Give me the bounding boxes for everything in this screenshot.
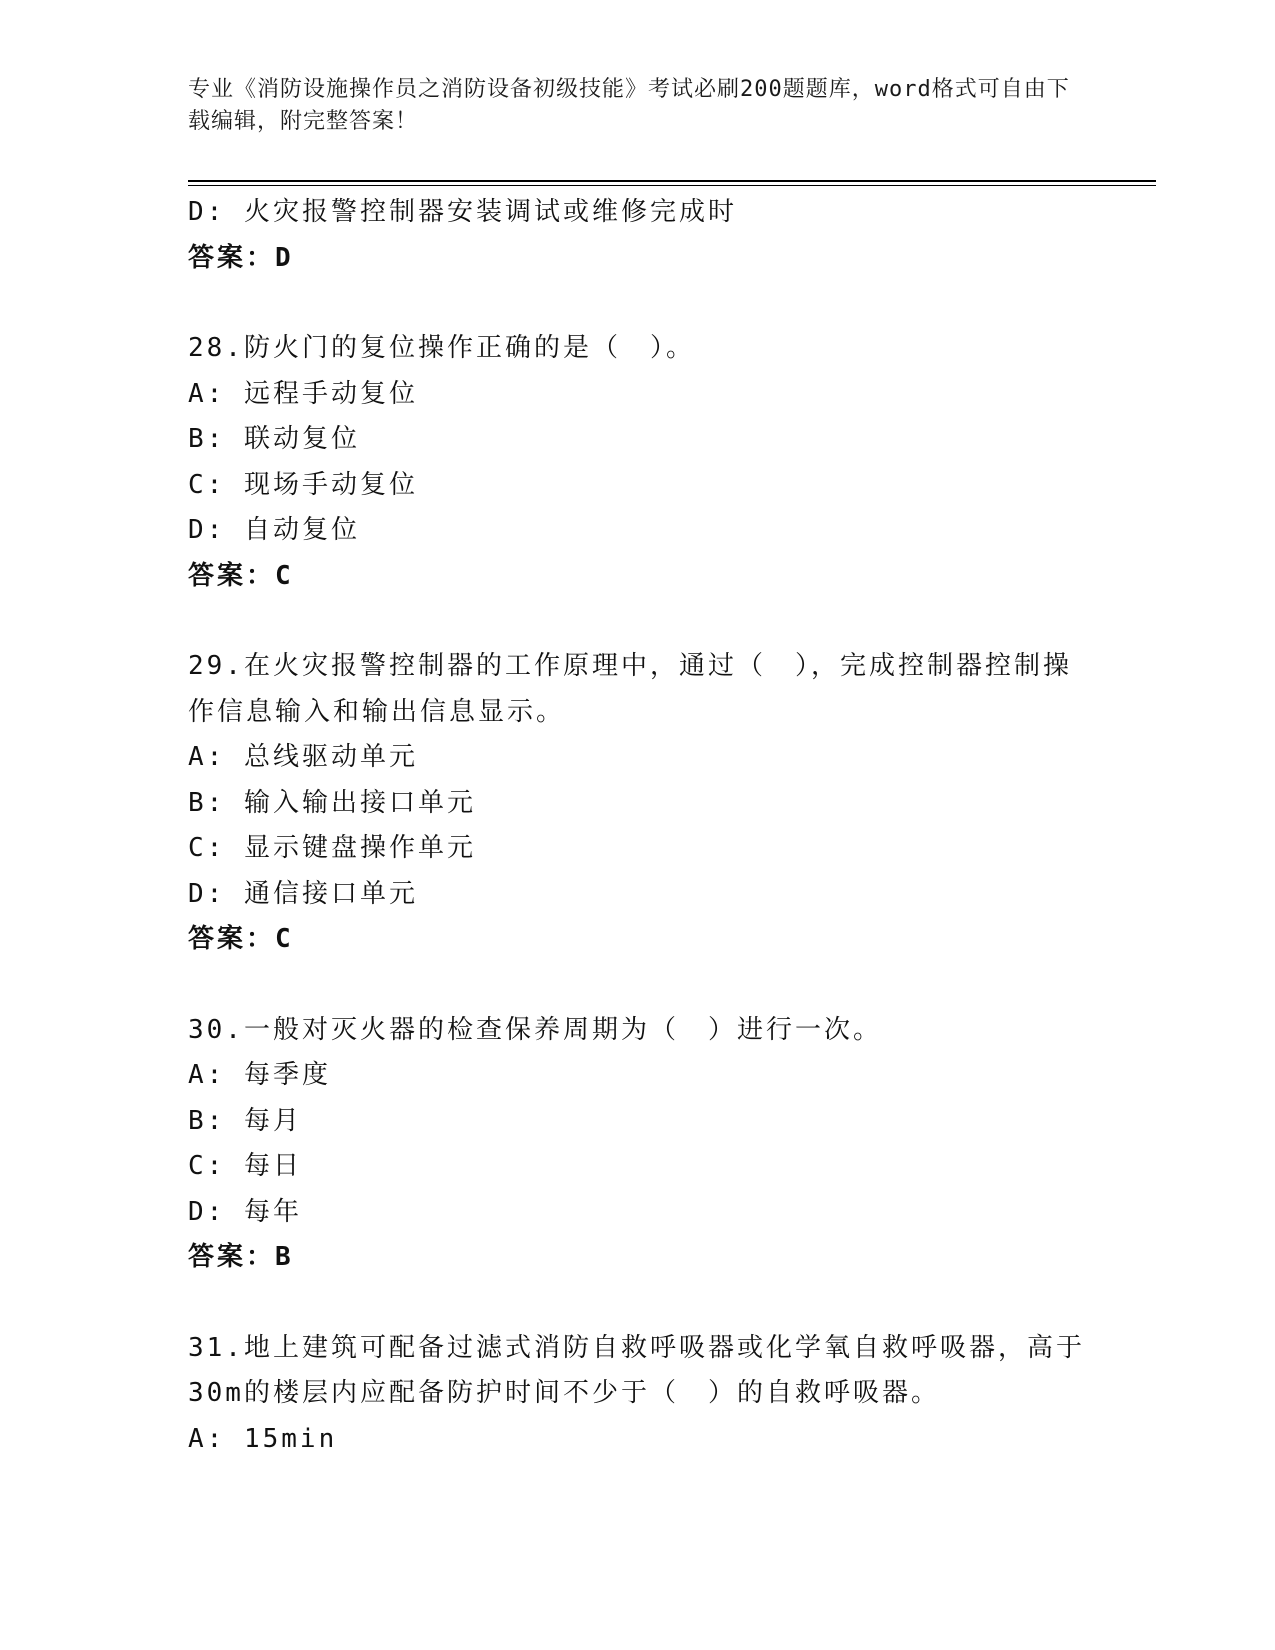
option-d: D: 通信接口单元 <box>188 878 418 909</box>
option-b: B: 联动复位 <box>188 424 360 454</box>
question-stem-28: 28.防火门的复位操作正确的是（ ）。 <box>188 333 695 363</box>
option-c: C: 现场手动复位 <box>188 469 418 500</box>
option-a: A: 每季度 <box>188 1060 331 1090</box>
option-d: D: 自动复位 <box>188 515 360 545</box>
spacer <box>188 281 1088 326</box>
spacer <box>188 1281 1088 1326</box>
answer-line: 答案：D <box>188 242 294 273</box>
question-stem-29: 29.在火灾报警控制器的工作原理中，通过（ ），完成控制器控制操作信息输入和输出信息显示。 <box>188 651 1072 727</box>
option-a: A: 总线驱动单元 <box>188 742 418 772</box>
header-divider-thin <box>188 185 1156 186</box>
spacer <box>188 963 1088 1008</box>
option-b: B: 每月 <box>188 1105 302 1136</box>
document-header: 专业《消防设施操作员之消防设备初级技能》考试必刷200题题库，word格式可自由下载编辑，附完整答案！ <box>188 77 1070 134</box>
option-c: C: 显示键盘操作单元 <box>188 833 476 863</box>
option-a: A: 远程手动复位 <box>188 378 418 409</box>
question-stem-31: 31.地上建筑可配备过滤式消防自救呼吸器或化学氧自救呼吸器，高于30m的楼层内应配备防护时间不少于（ ）的自救呼吸器。 <box>188 1332 1085 1408</box>
answer-line: 答案：C <box>188 924 294 954</box>
option-d: D: 每年 <box>188 1196 302 1227</box>
option-a: A: 15min <box>188 1423 338 1454</box>
option-c: C: 每日 <box>188 1151 302 1181</box>
answer-line: 答案：B <box>188 1242 294 1272</box>
option-b: B: 输入输出接口单元 <box>188 787 476 818</box>
question-stem-30: 30.一般对灭火器的检查保养周期为（ ）进行一次。 <box>188 1014 882 1045</box>
header-divider-thick <box>188 180 1156 182</box>
question-content <box>188 190 1088 1462</box>
option-d: D: 火灾报警控制器安装调试或维修完成时 <box>188 197 737 227</box>
spacer <box>188 599 1088 644</box>
answer-line: 答案：C <box>188 560 294 591</box>
